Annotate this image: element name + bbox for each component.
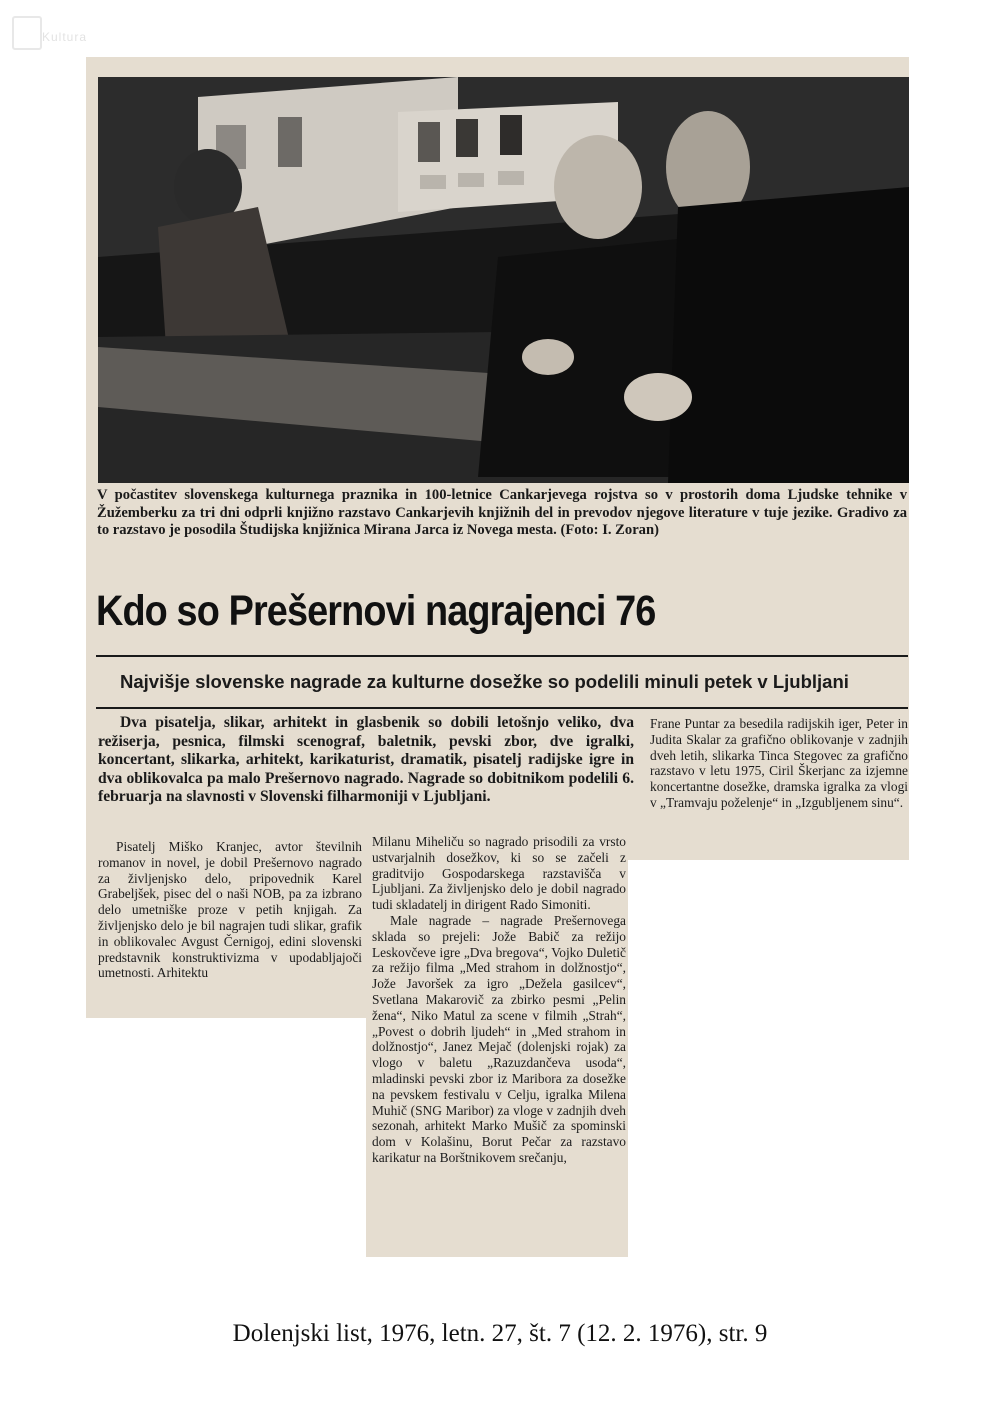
column-middle-paragraph-1: Milanu Miheliču so nagrado prisodili za vrsto ustvarjalnih dosežkov, ki so se začeli z graditvijo Gospodarskega razstavišča v Ljubljani. Za življenjsko delo je dobil nagrado tudi skladatelj in dirigent Rado Simoniti. [372,834,626,913]
watermark-logo [8,10,118,50]
lead-paragraph: Dva pisatelja, slikar, arhitekt in glasbenik so dobili letošnjo veliko, dva režiserja, pesnica, filmski scenograf, baletnik, pevski zbor, dve igralki, koncertant, slikarka, arhitekt, karikaturist, dramatik, pisatelj radijske igre in dva oblikovalca pa malo Prešernovo nagrado. Nagrade so dobitnikom podelili 6. februarja na slavnosti v Slovenski filharmoniji v Ljubljani. [98,714,634,806]
divider-bottom [96,707,908,709]
photo-caption: V počastitev slovenskega kulturnega praznika in 100-letnice Cankarjevega rojstva so v prostorih doma Ljudske tehnike v Žužemberku za tri dni odprli knjižno razstavo Cankarjevih knjižnih del in prevodov njegove literature v tuje jezike. Gradivo za to razstavo je posodila Študijska knjižnica Mirana Jarca iz Novega mesta. (Foto: I. Zoran) [97,487,907,538]
column-right-text: Frane Puntar za besedila radijskih iger, Peter in Judita Skalar za grafično oblikovanje v zadnjih dveh letih, slikarka Tinca Stegovec za grafično razstavo v letu 1975, Ciril Škerjanc za izjemne koncertantne dosežke, dramska igralka za vlogi v „Tramvaju poželenje“ in „Izgubljenem sinu“. [650,716,908,810]
source-citation: Dolenjski list, 1976, letn. 27, št. 7 (12. 2. 1976), str. 9 [232,1320,768,1347]
column-left-text: Pisatelj Miško Kranjec, avtor številnih romanov in novel, je dobil Prešernovo nagrado za življenjsko delo, pripovednik Karel Grabeljšek, pisec del o naši NOB, pa za izbrano delo umetniške proze v petih knjigah. Za življenjsko delo je bil nagrajen tudi slikar, grafik in oblikovalec Avgust Černigoj, edini slovenski predstavnik konstruktivizma v upodabljajoči umetnosti. Arhitektu [98,839,362,981]
divider-top [96,655,908,657]
article-column-right [650,716,908,862]
photo-illustration [98,77,909,483]
article-column-middle [372,834,626,1256]
logo-icon [12,16,42,50]
column-middle-paragraph-2: Male nagrade – nagrade Prešernovega sklada so prejeli: Jože Babič za režijo Leskovčeve igre „Dva bregova“, Vojko Duletič za režijo filma „Med strahom in dolžnostjo“, Jože Javoršek za igro „Dežela gasilcev“, Svetlana Makarovič za zbirko pesmi „Pelin žena“, Niko Matul za scene v filmih „Strah“, „Povest o dobrih ljudeh“ in „Med strahom in dolžnostjo“, Janez Mejač (dolenjski rojak) za vlogo v baletu „Razuzdančeva usoda“, mladinski pevski zbor iz Maribora za dosežke na pevskem festivalu v Celju, igralka Milena Muhič (SNG Maribor) za vloge v zadnjih dveh sezonah, arhitekt Marko Mušič za spominski dom v Kolašinu, Borut Pečar za razstavo karikatur na Borštnikovem srečanju, [372,912,626,1165]
subheadline: Najvišje slovenske nagrade za kulturne dosežke so podelili minuli petek v Ljubljani [120,671,849,692]
article-column-left [98,839,362,1019]
headline: Kdo so Prešernovi nagrajenci 76 [96,587,656,635]
news-photo [98,77,909,483]
watermark-text: Kultura [42,30,88,44]
